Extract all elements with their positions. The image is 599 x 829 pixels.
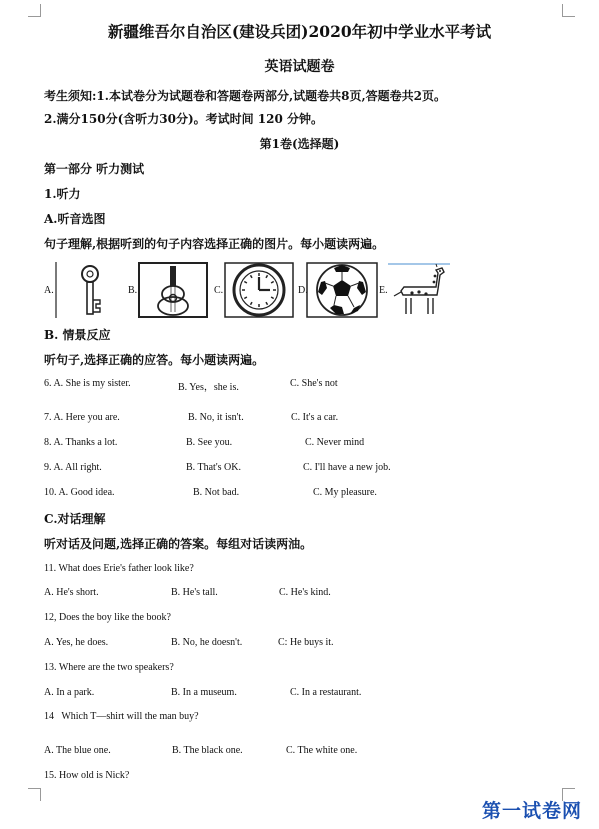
site-watermark: 第一试卷网 xyxy=(482,800,583,822)
soccer-ball-picture xyxy=(306,262,378,318)
question-11-stem: 11. What does Erie's father look like? xyxy=(44,563,194,574)
picture-label-a: A. xyxy=(44,285,54,296)
question-13-option-c: C. In a restaurant. xyxy=(290,687,362,698)
question-11-option-b: B. He's tall. xyxy=(171,587,218,598)
question-10-option-b: B. Not bad. xyxy=(193,487,240,498)
corner-mark-bottom-left xyxy=(28,788,41,801)
question-14-option-a: A. The blue one. xyxy=(44,745,111,756)
question-12-option-b: B. No, he doesn't. xyxy=(171,637,243,648)
notice-line-2: 2.满分150分(含听力30分)。考试时间 120 分钟。 xyxy=(44,112,324,126)
soccer-ball-icon xyxy=(306,262,378,318)
question-7-option-a: 7. A. Here you are. xyxy=(44,412,120,423)
question-10-option-a: 10. A. Good idea. xyxy=(44,487,115,498)
clock-picture xyxy=(224,262,294,318)
question-6-option-b: B. Yes，she is. xyxy=(178,382,239,393)
picture-label-d: D. xyxy=(298,285,308,296)
question-12-option-a: A. Yes, he does. xyxy=(44,637,109,648)
section-a-instruction: 句子理解,根据听到的句子内容选择正确的图片。每小题读两遍。 xyxy=(44,237,385,251)
giraffe-picture xyxy=(388,262,450,318)
part-title: 第一部分 听力测试 xyxy=(44,162,145,176)
question-9-option-b: B. That's OK. xyxy=(186,462,241,473)
question-11-option-c: C. He's kind. xyxy=(279,587,331,598)
question-9-option-c: C. I'll have a new job. xyxy=(303,462,391,473)
question-12-stem: 12, Does the boy like the book? xyxy=(44,612,171,623)
clock-icon xyxy=(224,262,294,318)
picture-label-c: C. xyxy=(214,285,224,296)
question-11-option-a: A. He's short. xyxy=(44,587,99,598)
question-12-option-c: C: He buys it. xyxy=(278,637,334,648)
question-13-option-b: B. In a museum. xyxy=(171,687,237,698)
guitar-picture xyxy=(138,262,208,318)
question-8-option-a: 8. A. Thanks a lot. xyxy=(44,437,118,448)
section-b-heading: B. 情景反应 xyxy=(44,328,111,342)
volume-heading: 第1卷(选择题) xyxy=(259,137,340,151)
question-15-stem: 15. How old is Nick? xyxy=(44,770,130,781)
section-c-heading: C.对话理解 xyxy=(44,512,106,526)
question-13-stem: 13. Where are the two speakers? xyxy=(44,662,174,673)
notice-line-1: 考生须知:1.本试卷分为试题卷和答题卷两部分,试题卷共8页,答题卷共2页。 xyxy=(44,89,447,103)
question-10-option-c: C. My pleasure. xyxy=(313,487,377,498)
question-8-option-c: C. Never mind xyxy=(305,437,365,448)
giraffe-icon xyxy=(388,262,450,318)
picture-label-b: B. xyxy=(128,285,138,296)
section-listening: 1.听力 xyxy=(44,187,81,201)
section-c-instruction: 听对话及问题,选择正确的答案。每组对话读两油。 xyxy=(44,537,313,551)
question-9-option-a: 9. A. All right. xyxy=(44,462,102,473)
corner-mark-top-left xyxy=(28,4,41,17)
question-14-option-c: C. The white one. xyxy=(286,745,358,756)
question-7-option-c: C. It's a car. xyxy=(291,412,339,423)
question-14-option-b: B. The black one. xyxy=(172,745,243,756)
key-picture xyxy=(54,262,122,318)
question-6-option-a: 6. A. She is my sister. xyxy=(44,378,131,389)
guitar-icon xyxy=(138,262,208,318)
section-a-heading: A.听音选图 xyxy=(44,212,106,226)
question-8-option-b: B. See you. xyxy=(186,437,233,448)
key-icon xyxy=(54,262,122,318)
question-14-stem: 14 Which T—shirt will the man buy? xyxy=(44,711,199,722)
question-6-option-c: C. She's not xyxy=(290,378,338,389)
section-b-instruction: 听句子,选择正确的应答。每小题读两遍。 xyxy=(44,353,265,367)
question-7-option-b: B. No, it isn't. xyxy=(188,412,244,423)
corner-mark-top-right xyxy=(562,4,575,17)
picture-label-e: E. xyxy=(379,285,388,296)
exam-title: 新疆维吾尔自治区(建设兵团)2020年初中学业水平考试 xyxy=(107,22,492,41)
exam-subtitle: 英语试题卷 xyxy=(264,59,335,75)
question-13-option-a: A. In a park. xyxy=(44,687,95,698)
